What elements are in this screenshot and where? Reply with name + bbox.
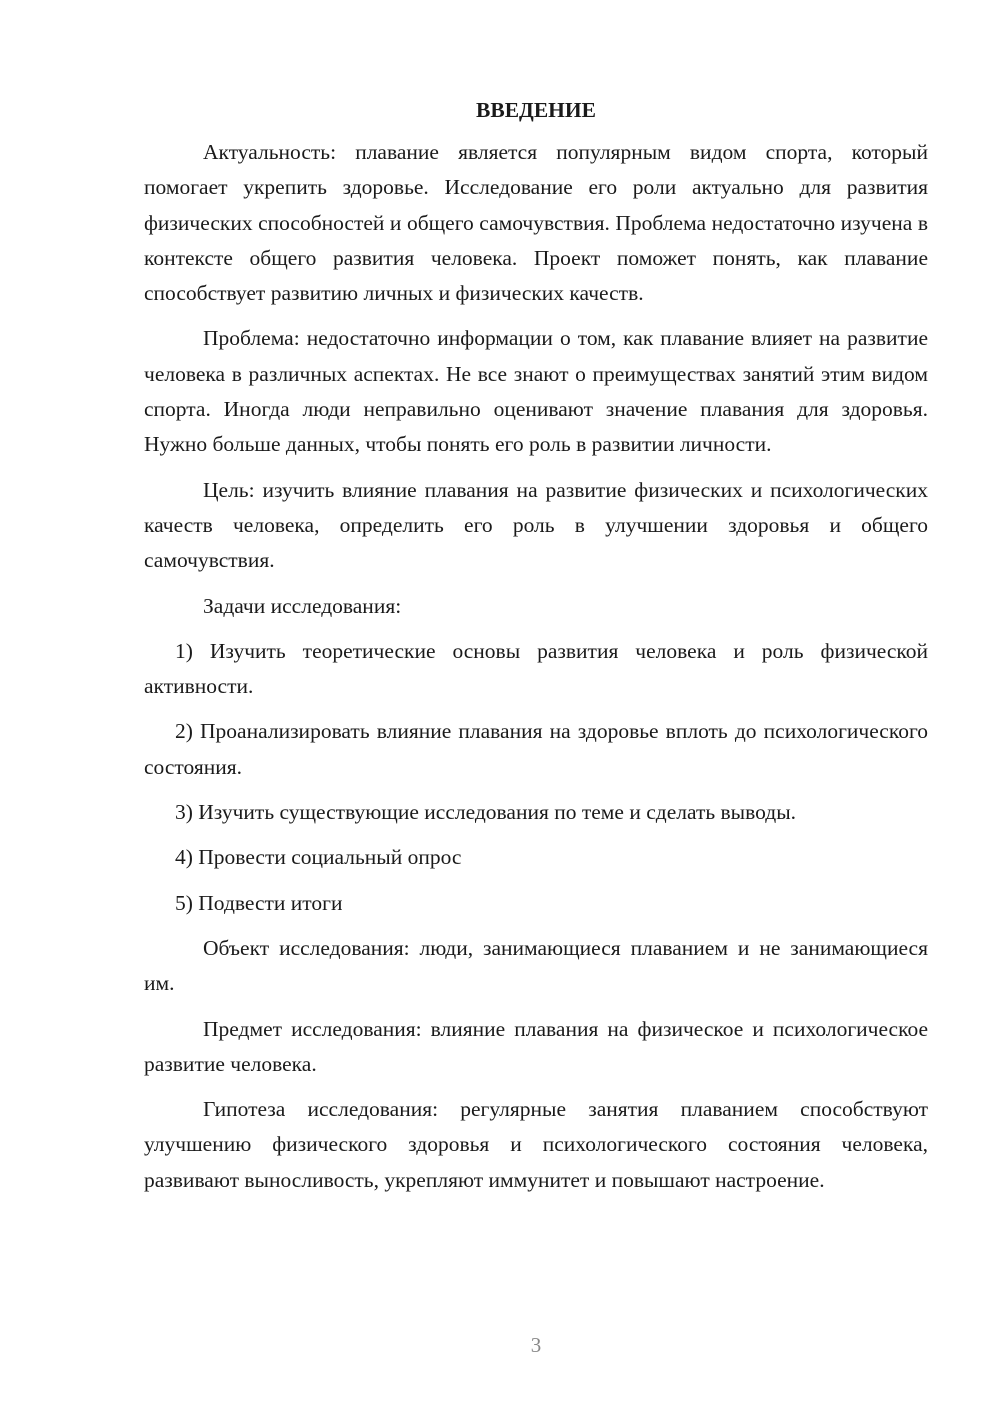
paragraph-relevance: Актуальность: плавание является популярным видом спорта, который помогает укрепить здоровье. Исследование его роли актуально для развития физических способностей и общего самочувствия. Проблема недостаточно изучена в контексте общего развития человека. Проект поможет понять, как плавание способствует развитию личных и физических качеств.: [144, 140, 928, 306]
section-title: ВВЕДЕНИЕ: [476, 98, 596, 122]
paragraph-problem: Проблема: недостаточно информации о том, как плавание влияет на развитие человека в различных аспектах. Не все знают о преимуществах занятий этим видом спорта. Иногда люди неправильно оценивают значение плавания для здоровья. Нужно больше данных, чтобы понять его роль в развитии личности.: [144, 326, 928, 457]
paragraph-goal: Цель: изучить влияние плавания на развитие физических и психологических качеств человека, определить его роль в улучшении здоровья и общего самочувствия.: [144, 477, 928, 573]
document-page: [144, 95, 928, 1208]
page-number: 3: [530, 1333, 542, 1357]
task-item-2: 2) Проанализировать влияние плавания на здоровье вплоть до психологического состояния.: [144, 719, 928, 779]
task-item-3: 3) Изучить существующие исследования по теме и сделать выводы.: [175, 800, 797, 825]
task-item-4: 4) Провести социальный опрос: [175, 845, 462, 870]
task-item-1: 1) Изучить теоретические основы развития человека и роль физической активности.: [144, 638, 928, 699]
tasks-heading: Задачи исследования:: [203, 593, 402, 618]
task-item-5: 5) Подвести итоги: [175, 890, 343, 915]
paragraph-subject: Предмет исследования: влияние плавания на физическое и психологическое развитие человека.: [144, 1016, 928, 1076]
paragraph-hypothesis: Гипотеза исследования: регулярные занятия плаванием способствуют улучшению физического здоровья и психологического состояния человека, развивают выносливость, укрепляют иммунитет и повышают настроение.: [144, 1097, 928, 1192]
paragraph-object: Объект исследования: люди, занимающиеся плаванием и не занимающиеся им.: [144, 935, 928, 996]
